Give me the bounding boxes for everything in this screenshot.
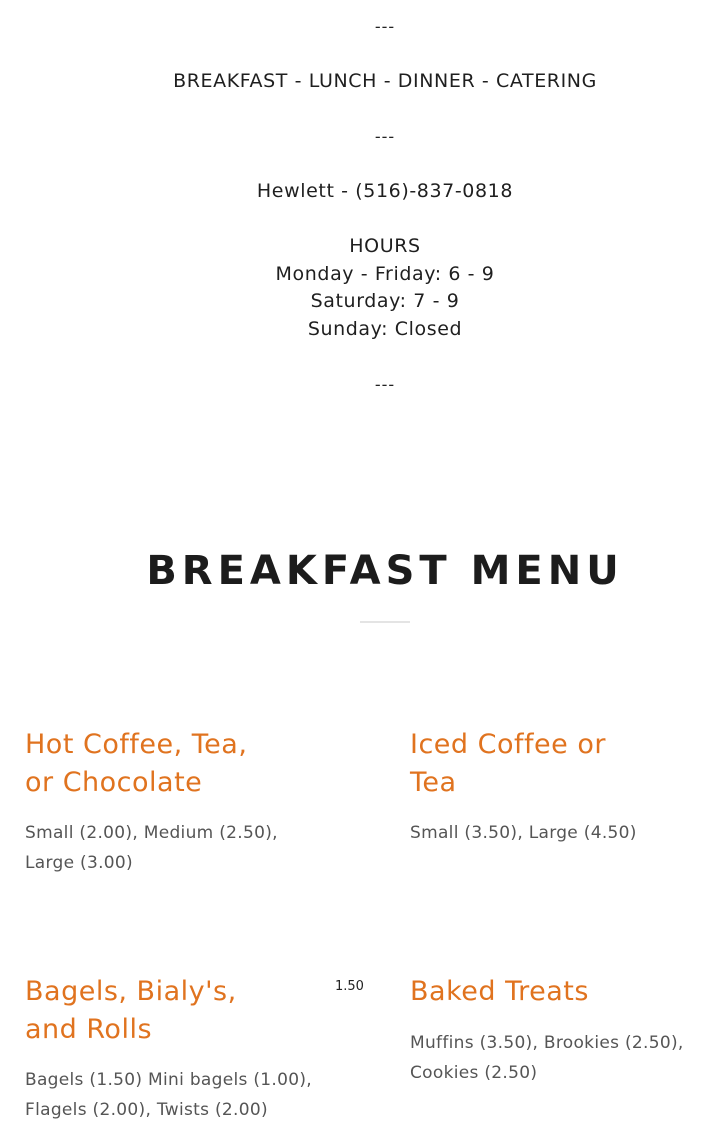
- separator-top: ---: [374, 17, 396, 36]
- menu-item-name: [25, 973, 237, 1049]
- menu-item-name-line: and Rolls: [25, 1014, 153, 1045]
- hours-weekday: Monday - Friday: 6 - 9: [275, 263, 495, 285]
- hours-saturday: Saturday: 7 - 9: [310, 290, 460, 312]
- title-divider: [360, 621, 410, 623]
- menu-item-name-line: Tea: [410, 767, 457, 798]
- separator-middle: ---: [374, 127, 396, 146]
- menu-item-name-line: Iced Coffee or: [410, 729, 606, 760]
- menu-item-description: [25, 1065, 312, 1125]
- services-line: BREAKFAST - LUNCH - DINNER - CATERING: [173, 70, 597, 92]
- hours-heading: HOURS: [349, 235, 421, 257]
- menu-item-description-line: Small (3.50), Large (4.50): [410, 823, 637, 843]
- menu-item-description-line: Cookies (2.50): [410, 1063, 538, 1083]
- menu-item-name: [410, 973, 589, 1011]
- menu-item-name-line: Baked Treats: [410, 976, 589, 1007]
- page-title: BREAKFAST MENU: [146, 548, 624, 594]
- menu-item-description: [410, 1028, 684, 1088]
- separator-bottom: ---: [374, 375, 396, 394]
- menu-item-description: [25, 818, 278, 878]
- menu-item-name-line: Bagels, Bialy's,: [25, 976, 237, 1007]
- hours-sunday: Sunday: Closed: [307, 318, 463, 340]
- menu-item-description-line: Muffins (3.50), Brookies (2.50),: [410, 1033, 684, 1053]
- menu-item-name-line: or Chocolate: [25, 767, 203, 798]
- menu-item-description-line: Small (2.00), Medium (2.50),: [25, 823, 278, 843]
- menu-item-description-line: Flagels (2.00), Twists (2.00): [25, 1100, 268, 1120]
- menu-item-name-line: Hot Coffee, Tea,: [25, 729, 248, 760]
- menu-item-name: [410, 726, 606, 802]
- location-phone: Hewlett - (516)-837-0818: [256, 180, 514, 202]
- menu-item-description: [410, 818, 637, 848]
- menu-item-description-line: Bagels (1.50) Mini bagels (1.00),: [25, 1070, 312, 1090]
- menu-item-price: 1.50: [335, 979, 364, 994]
- menu-item-description-line: Large (3.00): [25, 853, 133, 873]
- menu-item-name: [25, 726, 247, 802]
